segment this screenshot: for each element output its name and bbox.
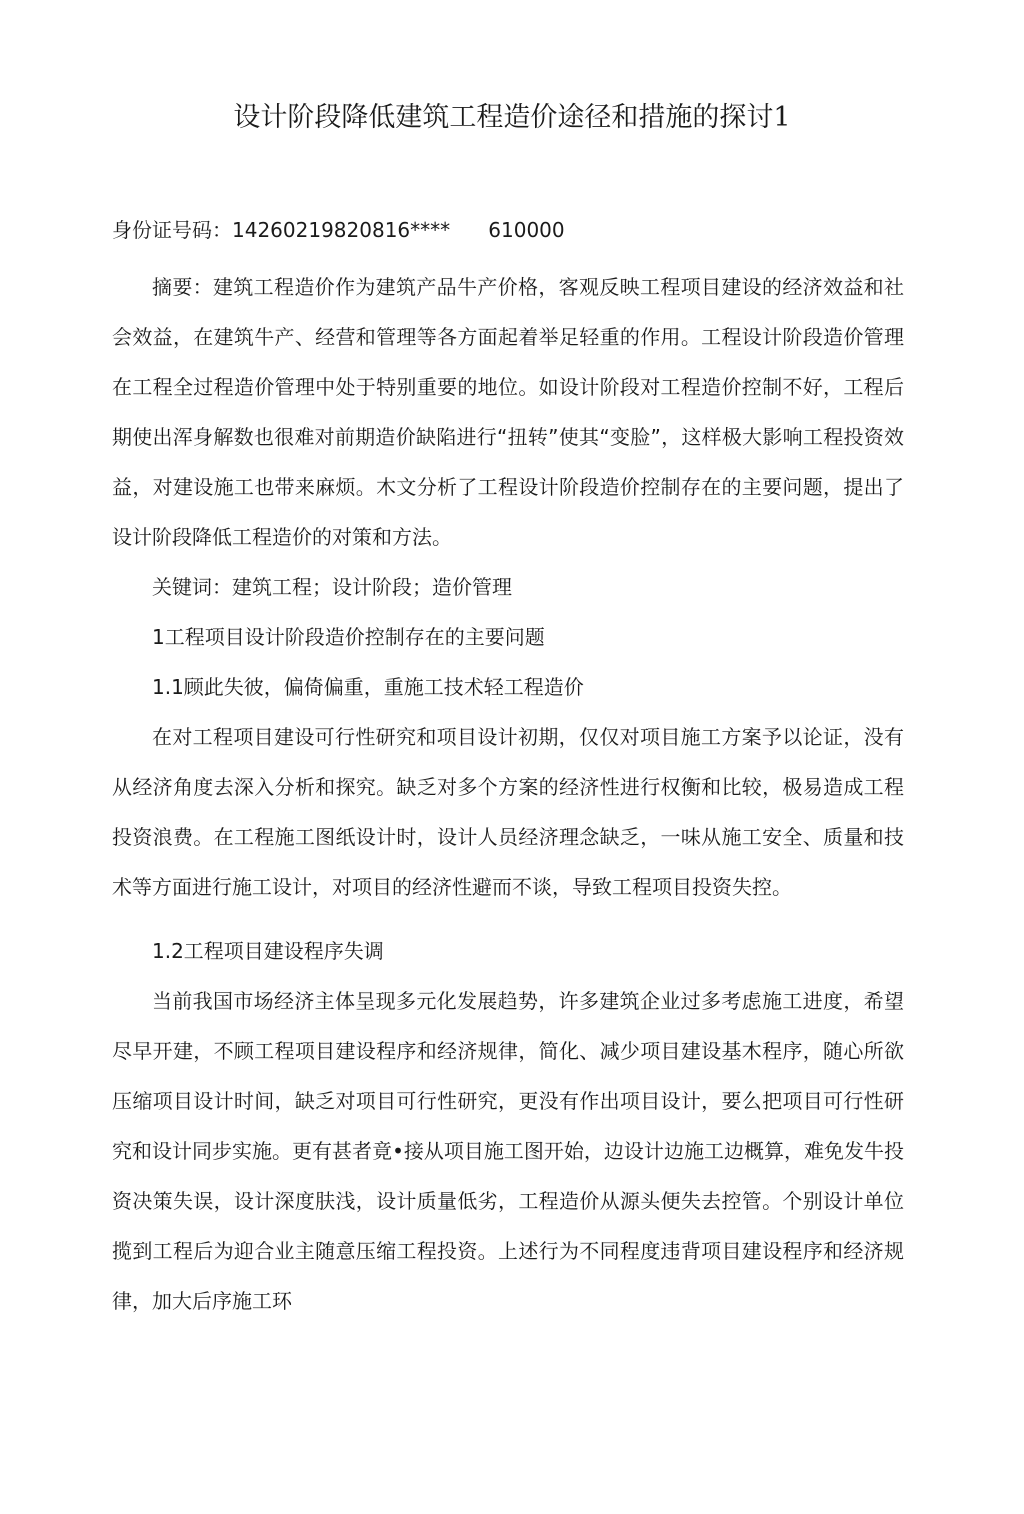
abstract-paragraph: 摘要：建筑工程造价作为建筑产品牛产价格，客观反映工程项目建设的经济效益和社会效益，在建筑牛产、经营和管理等各方面起着举足轻重的作用。工程设计阶段造价管理在工程全过程造价管理中处于特别重要的地位。如设计阶段对工程造价控制不好，工程后期使出浑身解数也很难对前期造价缺陷进行“扭转”使其“变脸”，这样极大影响工程投资效益，对建设施工也带来麻烦。木文分析了工程设计阶段造价控制存在的主要问题，提出了设计阶段降低工程造价的对策和方法。	[112, 275, 904, 549]
section-1-2-paragraph: 当前我国市场经济主体呈现多元化发展趋势，许多建筑企业过多考虑施工进度，希望尽早开建，不顾工程项目建设程序和经济规律，简化、减少项目建设基木程序，随心所欲压缩项目设计时间，缺乏对项目可行性研究，更没有作出项目设计，要么把项目可行性研究和设计同步实施。更有甚者竟•接从项目施工图开始，边设计边施工边概算，难免发牛投资决策失误，设计深度肤浅，设计质量低劣，工程造价从源头便失去控管。个别设计单位揽到工程后为迎合业主随意压缩工程投资。上述行为不同程度违背项目建设程序和经济规律，加大后序施工环	[112, 989, 904, 1313]
section-1-1-paragraph: 在对工程项目建设可行性研究和项目设计初期，仅仅对项目施工方案予以论证，没有从经济角度去深入分析和探究。缺乏对多个方案的经济性进行权衡和比较，极易造成工程投资浪费。在工程施工图纸设计时，设计人员经济理念缺乏，一味从施工安全、质量和技术等方面进行施工设计，对项目的经济性避而不谈，导致工程项目投资失控。	[112, 725, 904, 899]
section-heading-1: 1工程项目设计阶段造价控制存在的主要问题	[152, 625, 545, 649]
section-heading-1-2: 1.2工程项目建设程序失调	[152, 939, 384, 963]
keywords-line: 关键词：建筑工程；设计阶段；造价管理	[152, 575, 512, 599]
id-number-line: 身份证号码：14260219820816**** 610000	[112, 218, 565, 242]
section-heading-1-1: 1.1顾此失彼，偏倚偏重，重施工技术轻工程造价	[152, 675, 584, 699]
document-title: 设计阶段降低建筑工程造价途径和措施的探讨1	[233, 102, 791, 133]
document-body	[112, 262, 904, 1326]
